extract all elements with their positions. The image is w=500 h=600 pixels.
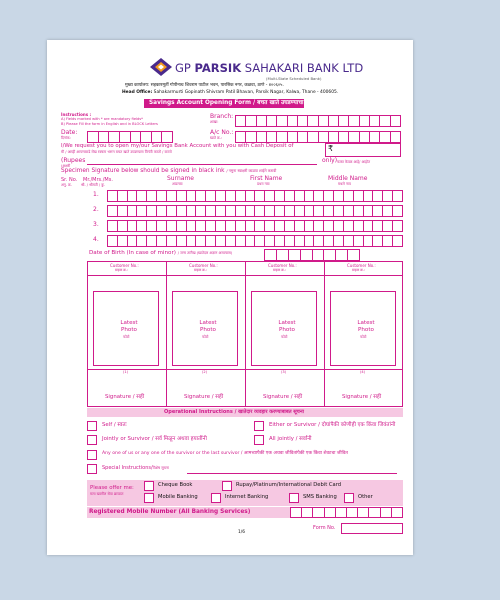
col-surname: Surname (167, 175, 194, 182)
numeral: (4) (360, 370, 366, 374)
deposit-amount-input[interactable] (325, 143, 401, 157)
cheque-book-label: Cheque Book (158, 482, 193, 488)
signature-label: Signature / सही (342, 394, 382, 400)
photo-label-mr: फोटो (281, 335, 288, 339)
all-jointly-checkbox[interactable] (254, 435, 264, 445)
hq-address: Head Office: Sahakarmurti Gopinath Shivram Patil Bhavan, Parsik Nagar, Kalwa, Thane - 400605. (122, 90, 339, 95)
anyone-survivor-checkbox[interactable] (87, 450, 97, 460)
col-middlename-mr: मधले नाव (338, 182, 351, 186)
jointly-survivor-label: Jointly or Survivor / सर्व मिळून अथवा हयातींनी (102, 436, 207, 442)
mobile-banking-label: Mobile Banking (158, 494, 198, 500)
name-row-input[interactable] (107, 190, 403, 202)
col-middlename: Middle Name (328, 175, 368, 182)
customer-no-label-mr: ग्राहक क्र.: (194, 268, 208, 272)
acno-label: A/c No.: (210, 129, 234, 136)
special-instructions-checkbox[interactable] (87, 464, 97, 474)
request-text: I/We request you to open my/our Savings Bank Account with you with Cash Deposit of (61, 143, 294, 149)
account-number-input[interactable] (235, 131, 401, 143)
signature-label: Signature / सही (184, 394, 224, 400)
photo-label: Latest Photo (199, 320, 217, 334)
date-label: Date: (61, 129, 78, 136)
customer-no-label: Customer No.: (110, 263, 139, 268)
only-label-mr: फक्त केवळ आहे/ आहोत (337, 160, 371, 164)
date-label-mr: दिनांक: (61, 136, 71, 140)
customer-no-label: Customer No.: (268, 263, 297, 268)
hq-marathi: मुख्य कार्यालय: सहकारमूर्ती गोपीनाथ शिवराम पाटील भवन, पारसिक नगर, कळवा, ठाणे - ४००६०५. (125, 83, 284, 88)
special-instructions-input[interactable] (187, 473, 397, 474)
photo-label: Latest Photo (357, 320, 375, 334)
col-firstname-mr: प्रथम नाव (257, 182, 270, 186)
photo-label-mr: फोटो (123, 335, 130, 339)
branch-label-mr: शाखा: (210, 120, 219, 124)
row-number: 3. (93, 221, 99, 228)
row-number: 1. (93, 191, 99, 198)
self-checkbox[interactable] (87, 421, 97, 431)
name-row-input[interactable] (107, 205, 403, 217)
debit-card-label: Rupay/Platinum/International Debit Card (236, 482, 342, 488)
row-number: 4. (93, 236, 99, 243)
photo-label: Latest Photo (120, 320, 138, 334)
rupees-label-mr: (अक्षरी (61, 164, 71, 168)
col-firstname: First Name (250, 175, 283, 182)
col-title: Mr./Mrs./Ms. (83, 177, 113, 183)
rupees-label: (Rupees (61, 157, 86, 164)
special-instructions-label: Special Instructions/विशेष सूचना (102, 465, 169, 471)
signature-label: Signature / सही (105, 394, 145, 400)
anyone-survivor-label: Any one of us or any one of the survivor or the last survivor / आमच्यापैकी एक अथवा जीवितांपैकी एक किंवा शेवटचा जीवित (102, 451, 348, 456)
form-no-label: Form No. (313, 525, 336, 531)
numeral: (2) (202, 370, 208, 374)
photo-label-mr: फोटो (360, 335, 367, 339)
branch-label: Branch: (210, 113, 234, 120)
other-service-label: Other (358, 494, 373, 500)
customer-no-label-mr: ग्राहक क्र.: (273, 268, 287, 272)
mobile-label: Registered Mobile Number (All Banking Services) (89, 509, 251, 515)
other-service-checkbox[interactable] (344, 493, 354, 503)
numeral: (3) (281, 370, 287, 374)
cheque-book-checkbox[interactable] (144, 481, 154, 491)
row-number: 2. (93, 206, 99, 213)
form-number-input[interactable] (341, 523, 403, 534)
instruction-b: B) Please Fill the form in English and in BLOCK Letters (61, 122, 158, 126)
rupees-in-words-input[interactable] (87, 164, 317, 165)
customer-no-label: Customer No.: (189, 263, 218, 268)
photo-label: Latest Photo (278, 320, 296, 334)
col-srno-mr: अनु. क्र. (61, 183, 72, 187)
mobile-banking-checkbox[interactable] (144, 493, 154, 503)
dob-label: Date of Birth (In case of minor) / जन्म तारीख (खातेदार अज्ञान असल्यास) (89, 250, 233, 256)
col-surname-mr: आडनाव (172, 182, 183, 186)
sms-banking-checkbox[interactable] (289, 493, 299, 503)
bank-name: GP PARSIK SAHAKARI BANK LTD (175, 61, 364, 75)
page-number: 1/6 (238, 530, 246, 535)
all-jointly-label: All jointly / सर्वांनी (269, 436, 312, 442)
col-title-mr: श्री. / श्रीमती / कु. (81, 183, 106, 187)
customer-no-label: Customer No.: (347, 263, 376, 268)
name-row-input[interactable] (107, 235, 403, 247)
specimen-instruction: Specimen Signature below should be signed in black ink / नमुना स्वाक्षरी काळ्या शाईने करावी (61, 168, 277, 174)
branch-input[interactable] (235, 115, 401, 127)
name-row-input[interactable] (107, 220, 403, 232)
rupee-symbol: ₹ (328, 144, 334, 153)
photo-label-mr: फोटो (202, 335, 209, 339)
form-page (47, 40, 413, 555)
instruction-a: A) Fields marked with * are mandatory fields* (61, 117, 143, 121)
bank-logo-icon (150, 58, 172, 76)
either-survivor-checkbox[interactable] (254, 421, 264, 431)
bank-tagline: (Multi-State Scheduled Bank) (266, 76, 322, 81)
request-text-mr: मी / आम्ही आपणाकडे रोख रक्कम भरून बचत खाते उघडण्यास विनंती करतो / करतो (61, 150, 172, 154)
dob-input[interactable] (264, 249, 360, 261)
col-srno: Sr. No. (61, 177, 78, 183)
either-survivor-label: Either or Survivor / दोघांपैकी कोणीही एक किंवा जिवंतांनी (269, 422, 396, 428)
form-title: Savings Account Opening Form / बचत खाते उघडण्याचा अर्ज (149, 99, 315, 106)
signature-label: Signature / सही (263, 394, 303, 400)
sms-banking-label: SMS Banking (303, 494, 337, 500)
only-label: only) (322, 157, 338, 164)
op-title: Operational Instructions / खातेदार व्यवहार करण्याबाबत सूचना (164, 409, 304, 415)
date-input[interactable] (87, 131, 173, 143)
internet-banking-label: Internet Banking (225, 494, 269, 500)
offer-label-mr: मला खालील सेवा द्याव्यात (90, 492, 124, 496)
numeral: (1) (123, 370, 129, 374)
mobile-number-input[interactable] (290, 507, 403, 518)
instructions-title: Instructions : (61, 112, 92, 117)
self-label: Self / स्वतः (102, 422, 127, 428)
acno-label-mr: खाते क्र.: (210, 136, 223, 140)
debit-card-checkbox[interactable] (222, 481, 232, 491)
internet-banking-checkbox[interactable] (211, 493, 221, 503)
offer-label: Please offer me: (90, 485, 134, 491)
customer-no-label-mr: ग्राहक क्र.: (352, 268, 366, 272)
jointly-survivor-checkbox[interactable] (87, 435, 97, 445)
customer-no-label-mr: ग्राहक क्र.: (115, 268, 129, 272)
